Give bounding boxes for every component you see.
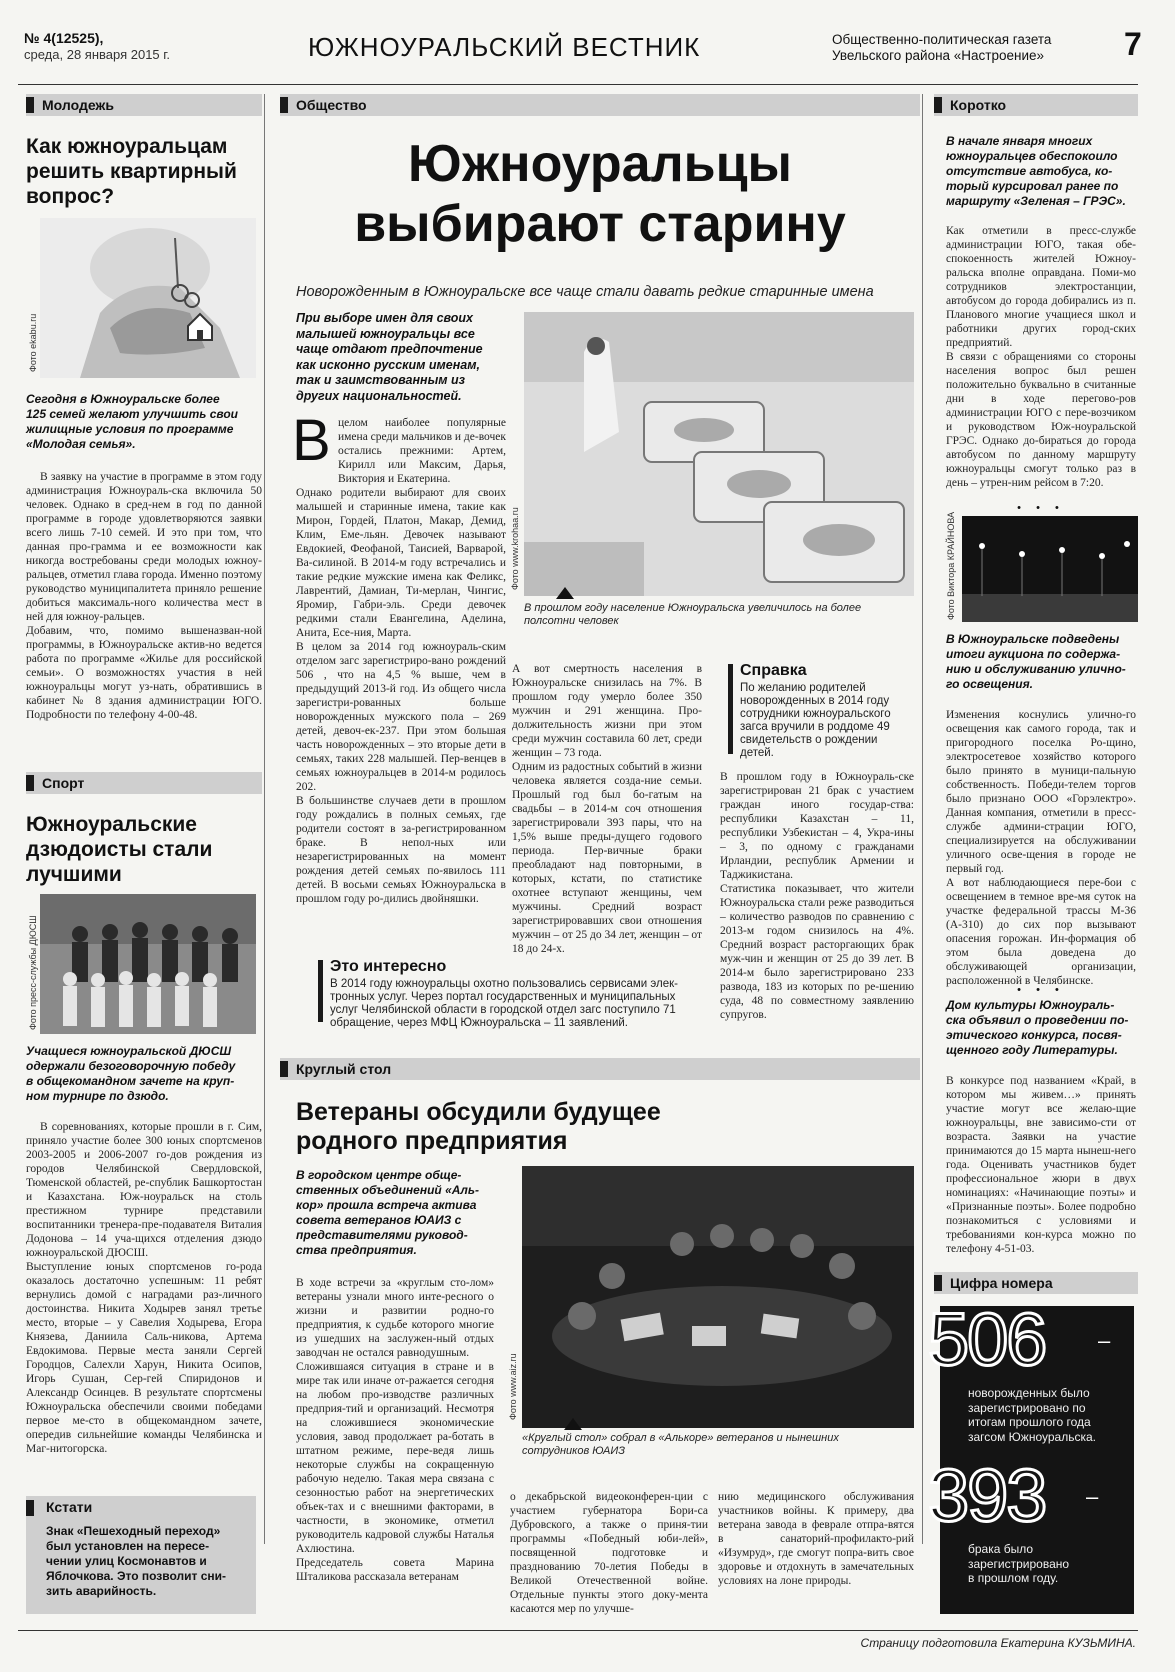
- brief-bus-lead: В начале января многих южноуральцев обеспокоило отсутствие автобуса, ко- торый курсировал ранее по маршруту «Зеленая – ГРЭС».: [946, 134, 1126, 208]
- brief-bus-body: Как отметили в пресс-службе администрации ЮГО, такая обе-спокоенность жителей Южноу-ральска вполне оправдана. Поми-мо сотрудников электростанции, автобусом до города добирались из п. Планового многие учащиеся школ и работники других город-ских предприятий. В связи с обращениями со стороны населения вопрос был решен положительно буквально в считанные дни в ходе перегово-ров администрации ЮГО с пере-возчиком и руководством Юж-ноуральской ГРЭС. Однако до-бираться до города автобусом по данному маршруту южноуральцы смогут только раз в день – утрен-ним рейсом в 7:20.: [946, 225, 1136, 489]
- photo-credit-housing: Фото ekabu.ru: [28, 313, 38, 372]
- brief-separator-2: • • •: [1017, 984, 1065, 996]
- drop-cap: В: [292, 408, 331, 473]
- reference-title: Справка: [740, 662, 807, 679]
- brief-separator-1: • • •: [1017, 502, 1065, 514]
- interesting-bar: [318, 960, 323, 1022]
- round-table-col3: нию медицинского обслуживания участников войны. К примеру, два ветерана завода в феврале отпра-вятся в санаторий-профилакто-рий «Изумруд», где смогут попра-вить свое здоровье и отдохнуть в замечательных условиях на лоне природы.: [718, 1491, 914, 1587]
- article-judo-body: В соревнованиях, которые прошли в г. Сим, приняло участие более 300 юных спортсменов 2003-2005 и 2006-2007 го-дов рождения из городов Челябинской Свердловской, Тюменской областей, ре-спублик Башкортостан и Казахстана. Юж-ноуральск на столь престижном турнире представили воспитанники тренера-пре-подавателя Виталия Додонова – 14 уча-щихся отделения дзюдо южноуральской ДЮСШ. Выступление юных спортсменов го-рода оказалось достаточно успешным: 11 ребят вернулись домой с наградами раз-личного достоинства. Никита Ходырев занял третье место, вторые – у Савелия Ходырева, Егора Князева, Даниила Саль-никова, Артема Евдокимова. Первые места заняли Сергей Городцов, Салехли Харун, Никита Осипов, Игорь Сушан, Сер-гей Спиридонов и Александр Осинцев. В результате спортсмены Южноуральска обеспечили своими победами первое ме-сто в общекомандном зачете, опередив сильнейшие команды Челябинска и Маг-нитогорска.: [26, 1121, 262, 1455]
- figure-text-2: брака было зарегистрировано в прошлом году.: [968, 1542, 1070, 1585]
- photo-credit-street-lights: Фото Виктора КРАЙНОВА: [946, 511, 956, 620]
- brief-lighting-body: Изменения коснулись улично-го освещения как самого города, так и пригородного поселка Ро-щино, электросетевое хозяйство которого было принято в муници-пальную собственность. Победи-телем торгов было признано ООО «Горэлектро». Данная компания, отметили в пресс-службе админи-страции ЮГО, специализируется на обслуживании уличного осве-щения в городе не первый год. А вот наблюдающиеся пере-бои с освещением в темное вре-мя суток на участке федеральной трассы М-36 (А-310) до сих пор вызывают опасения горожан. Ин-формация об этом была доведена до обслуживающей организации, расположенной в Челябинске.: [946, 709, 1136, 987]
- aside-marker: [26, 1500, 34, 1516]
- main-col1-body: Однако родители выбирают для своих малышей и старинные имена, такие как Мирон, Гордей, Платон, Макар, Демид, Клим, Еме-льян. Девочек называют Евдокией, Феофаной, Таисией, Варварой, Ва-силиной. В 2014-м году встречались и такие редкие мужские имена как Феликс, Лаврентий, Дамиан, Ти-мерлан, Чингис, Яромир, Габри-эль. Среди девочек редкими стали Евангелина, Аделина, Анита, Есе-ния, Марта. В целом за 2014 год южноураль-ским отделом загс зарегистриро-вано рождений 506 , что на 4,5 % выше, чем в предыдущий 2013-й год. Из общего числа зарегистри-рованных больше новорожденных мужского пола – 269 детей, девоч-ек-237. При этом большая часть новорожденных – это вторые дети в семьях, таких 228 малышей. Пер-венцев в семьях южноуральцев в 2014-м родилось 202. В большинстве случаев дети в прошлом году рождались в полных семьях, где родители состоят в за-регистрированном браке. В непол-ных или незарегистрированных на момент рождения детей семьях по-явилось 111 детей. В восьми семьях Южноуральска в прошлом году ро-дились двойняшки.: [296, 487, 506, 905]
- main-subheadline: Новорожденным в Южноуральске все чаще стали давать редкие старинные имена: [296, 284, 874, 300]
- round-table-headline: Ветераны обсудили будущее родного предприятия: [296, 1098, 661, 1155]
- figure-dash-1: –: [1098, 1328, 1111, 1353]
- photo-caption-newborns: В прошлом году население Южноуральска увеличилось на более полсотни человек: [524, 602, 862, 627]
- footer-rule: [18, 1630, 1138, 1631]
- interesting-title: Это интересно: [330, 958, 447, 975]
- photo-street-lights: [962, 516, 1138, 622]
- masthead: [18, 28, 1158, 70]
- reference-bar: [728, 664, 733, 754]
- round-table-col1: В ходе встречи за «круглым сто-лом» ветераны узнали много инте-ресного о жизни и развитии родно-го предприятия, к судьбе которого многие из ушедших на заслужен-ный отдых заводчан не остался равнодушным. Сложившаяся ситуация в стране и в мире так или иначе от-ражается сегодня на любом про-изводстве различных предприя-тий и организаций. Несмотря на сложившиеся экономические условия, завод продолжает ра-ботать в штатном режиме, пере-ведя лишь некоторые службы на сокращенную рабочую неделю. Такая мера связана с сезонностью работ на энергетических объек-тах и с внешними факторами, в частности, в экономике, отметил руководитель кадровой службы Наталья Ахлюстина. Председатель совета Марина Шталикова рассказала ветеранам: [296, 1277, 494, 1583]
- photo-newborns: [524, 312, 914, 596]
- interesting-body: В 2014 году южноуральцы охотно пользовались сервисами элек-тронных услуг. Через портал государственных и муниципальных услуг Челябинской области в городской отдел загс поступило 71 обращение, через МФЦ Южноуральска – 11 заявлений.: [330, 978, 678, 1029]
- divider-left: [264, 94, 265, 1544]
- newspaper-subtitle: Общественно-политическая газета Увельского района «Настроение»: [832, 32, 1052, 63]
- photo-caption-round-table: «Круглый стол» собрал в «Алькоре» ветеранов и нынешних сотрудников ЮАИЗ: [522, 1432, 839, 1457]
- main-headline: Южноуральцы выбирают старину: [354, 135, 846, 253]
- caption-marker: [556, 587, 574, 599]
- article-housing-headline: Как южноуральцам решить квартирный вопрос?: [26, 135, 237, 208]
- round-table-lead: В городском центре обще- ственных объединений «Аль- кор» прошла встреча актива совета ветеранов ЮАИЗ с представителями руковод- ства предприятия.: [296, 1168, 480, 1257]
- round-table-col2: о декабрьской видеоконферен-ции с участием губернатора Бори-са Дубровского, а также о приня-тии программы «Победный юби-лей», посвященной подготовке и празднованию 70-летия Победы в Великой Отечественной войне. Отдельные пункты этого доку-мента касаются мер по улучше-: [510, 1491, 708, 1615]
- divider-right: [922, 94, 923, 1544]
- brief-lighting-lead: В Южноуральске подведены итоги аукциона по содержа- нию и обслуживанию улично- го освещения.: [946, 632, 1126, 691]
- brief-contest-lead: Дом культуры Южноураль- ска объявил о проведении по- этического конкурса, посвя- щенного году Литературы.: [946, 998, 1129, 1057]
- photo-round-table: [522, 1166, 914, 1428]
- masthead-rule: [18, 84, 1138, 85]
- brief-contest-body: В конкурсе под названием «Край, в котором мы живем…» принять участие могут все желаю-щие южноуральцы, вне зависимо-сти от возраста. Заявки на участие принимаются до 15 марта нынеш-него года. Оценивать участников будет профессиональное жюри в двух номинациях: «Начинающие поэты» и «Признанные поэты». Более подробно познакомиться с условиями и требованиями кон-курса можно по телефону 4-51-03.: [946, 1075, 1136, 1255]
- main-col3-body: В прошлом году в Южноураль-ске зарегистрирован 21 брак с участием граждан иного государ-ства: республики Казахстан – 11, республики Узбекистан – 4, Укра-ины – 3, по одному с гражданами Ирландии, республик Армении и Таджикистана. Статистика показывает, что жители Южноуральска стали реже разводиться – количество разводов по сравнению с 2013-м годом снизилось на 4%. Средний возраст расторгающих брак муж-чин и женщин от 25 до 39 лет. В 2014-м было зарегистрировано 233 развода, 183 из которых по ре-шению суда, 48 по совместному заявлению супругов.: [720, 771, 914, 1021]
- section-figure: Цифра номера: [934, 1272, 1138, 1294]
- caption-marker-round-table: [564, 1418, 582, 1430]
- newspaper-title: ЮЖНОУРАЛЬСКИЙ ВЕСТНИК: [308, 32, 701, 62]
- photo-credit-newborns: Фото www.krohaa.ru: [510, 507, 520, 590]
- interesting-box: [318, 958, 700, 1029]
- issue-number: № 4(12525),: [24, 30, 104, 46]
- issue-date: среда, 28 января 2015 г.: [24, 47, 171, 62]
- photo-house-keys: [40, 218, 256, 378]
- page-number: 7: [1124, 26, 1142, 62]
- main-col2-body: А вот смертность населения в Южноуральске снизилась на 7%. В прошлом году умерло более 350 мужчин и 291 женщина. Про-должительность жизни при этом среди мужчин составила 60 лет, среди женщин – 73 года. Одним из радостных событий в жизни человека является созда-ние семьи. Прошлый год был бо-гатым на свадьбы – в 2014-м соч отношения зарегистрировали 393 пары, что на 1,5% выше преды-дущего годового периода. Пер-вичные браки преобладают над повторными, в которых, кстати, по статистике охотнее вступают женщины, чем мужчины. Средний возраст зарегистрировавших свои отношения мужчин – от 25 до 34 лет, женщин – от 18 до 24-х.: [512, 663, 702, 955]
- figure-text-1: новорожденных было зарегистрировано по итогам прошлого года загсом Южноуральска.: [968, 1386, 1096, 1444]
- photo-credit-judo: Фото пресс-службы ДЮСШ: [28, 915, 38, 1030]
- article-judo-lead: Учащиеся южноуральской ДЮСШ одержали безоговорочную победу в общекомандном зачете на круп- ном турнире по дзюдо.: [26, 1044, 236, 1103]
- main-col1-first: целом наиболее популярные имена среди мальчиков и де-вочек остались прежними: Артем, Кирилл или Максим, Дарья, Виктория и Екатерина.: [338, 417, 506, 485]
- reference-box: [728, 662, 914, 758]
- article-housing-body: В заявку на участие в программе в этом году администрация Южноураль-ска включила 50 человек. Однако в сред-нем в год по данной программе в городе удовлетворяются заявки всего лишь 7-10 семей. И это при том, что данная про-грамма и ее возможности как никогда востребованы среди молодых южноу-ральцев, отметил глава города. Именно поэтому руководство муниципалитета приняло решение добиться максималь-ного количества мест в ней для южноу-ральцев. Добавим, что, помимо вышеназван-ной программы, в Южноуральске актив-но ведется работа по программе «Жилье для российской семьи». О возможностях участия в ней южноуральцы могут уз-нать, обратившись в кабинет № 8 здания администрации ЮГО. Подробности по телефону 4-00-48.: [26, 471, 262, 721]
- aside-box: [26, 1496, 256, 1614]
- section-society: Общество: [280, 94, 920, 116]
- article-housing-lead: Сегодня в Южноуральске более 125 семей желают улучшить свои жилищные условия по программе «Молодая семья».: [26, 392, 238, 451]
- figure-box: [928, 1298, 1134, 1614]
- photo-credit-round-table: Фото www.aiz.ru: [508, 1353, 518, 1420]
- section-sport: Спорт: [26, 772, 262, 794]
- figure-number-1: 506: [928, 1298, 1046, 1381]
- footer-credit: Страницу подготовила Екатерина КУЗЬМИНА.: [860, 1636, 1136, 1650]
- section-youth: Молодежь: [26, 94, 262, 116]
- photo-judo-team: [40, 894, 256, 1034]
- figure-dash-2: –: [1086, 1484, 1099, 1509]
- reference-body: По желанию родителей новорожденных в 2014 году сотрудники южноуральского загса вручили в роддоме 49 свидетельств о рождении детей.: [740, 682, 891, 759]
- figure-number-2: 393: [928, 1454, 1046, 1537]
- aside-body: Знак «Пешеходный переход» был установлен на пересе- чении улиц Космонавтов и Яблочкова. Это позволит сни- зить аварийность.: [46, 1524, 226, 1598]
- section-briefs: Коротко: [934, 94, 1138, 116]
- article-judo-headline: Южноуральские дзюдоисты стали лучшими: [26, 813, 213, 886]
- aside-title: Кстати: [46, 1499, 93, 1515]
- section-round-table: Круглый стол: [280, 1058, 920, 1080]
- main-lead: При выборе имен для своих малышей южноуральцы все чаще отдают предпочтение как исконно русским именам, так и заимствованным из других национальностей.: [296, 311, 483, 403]
